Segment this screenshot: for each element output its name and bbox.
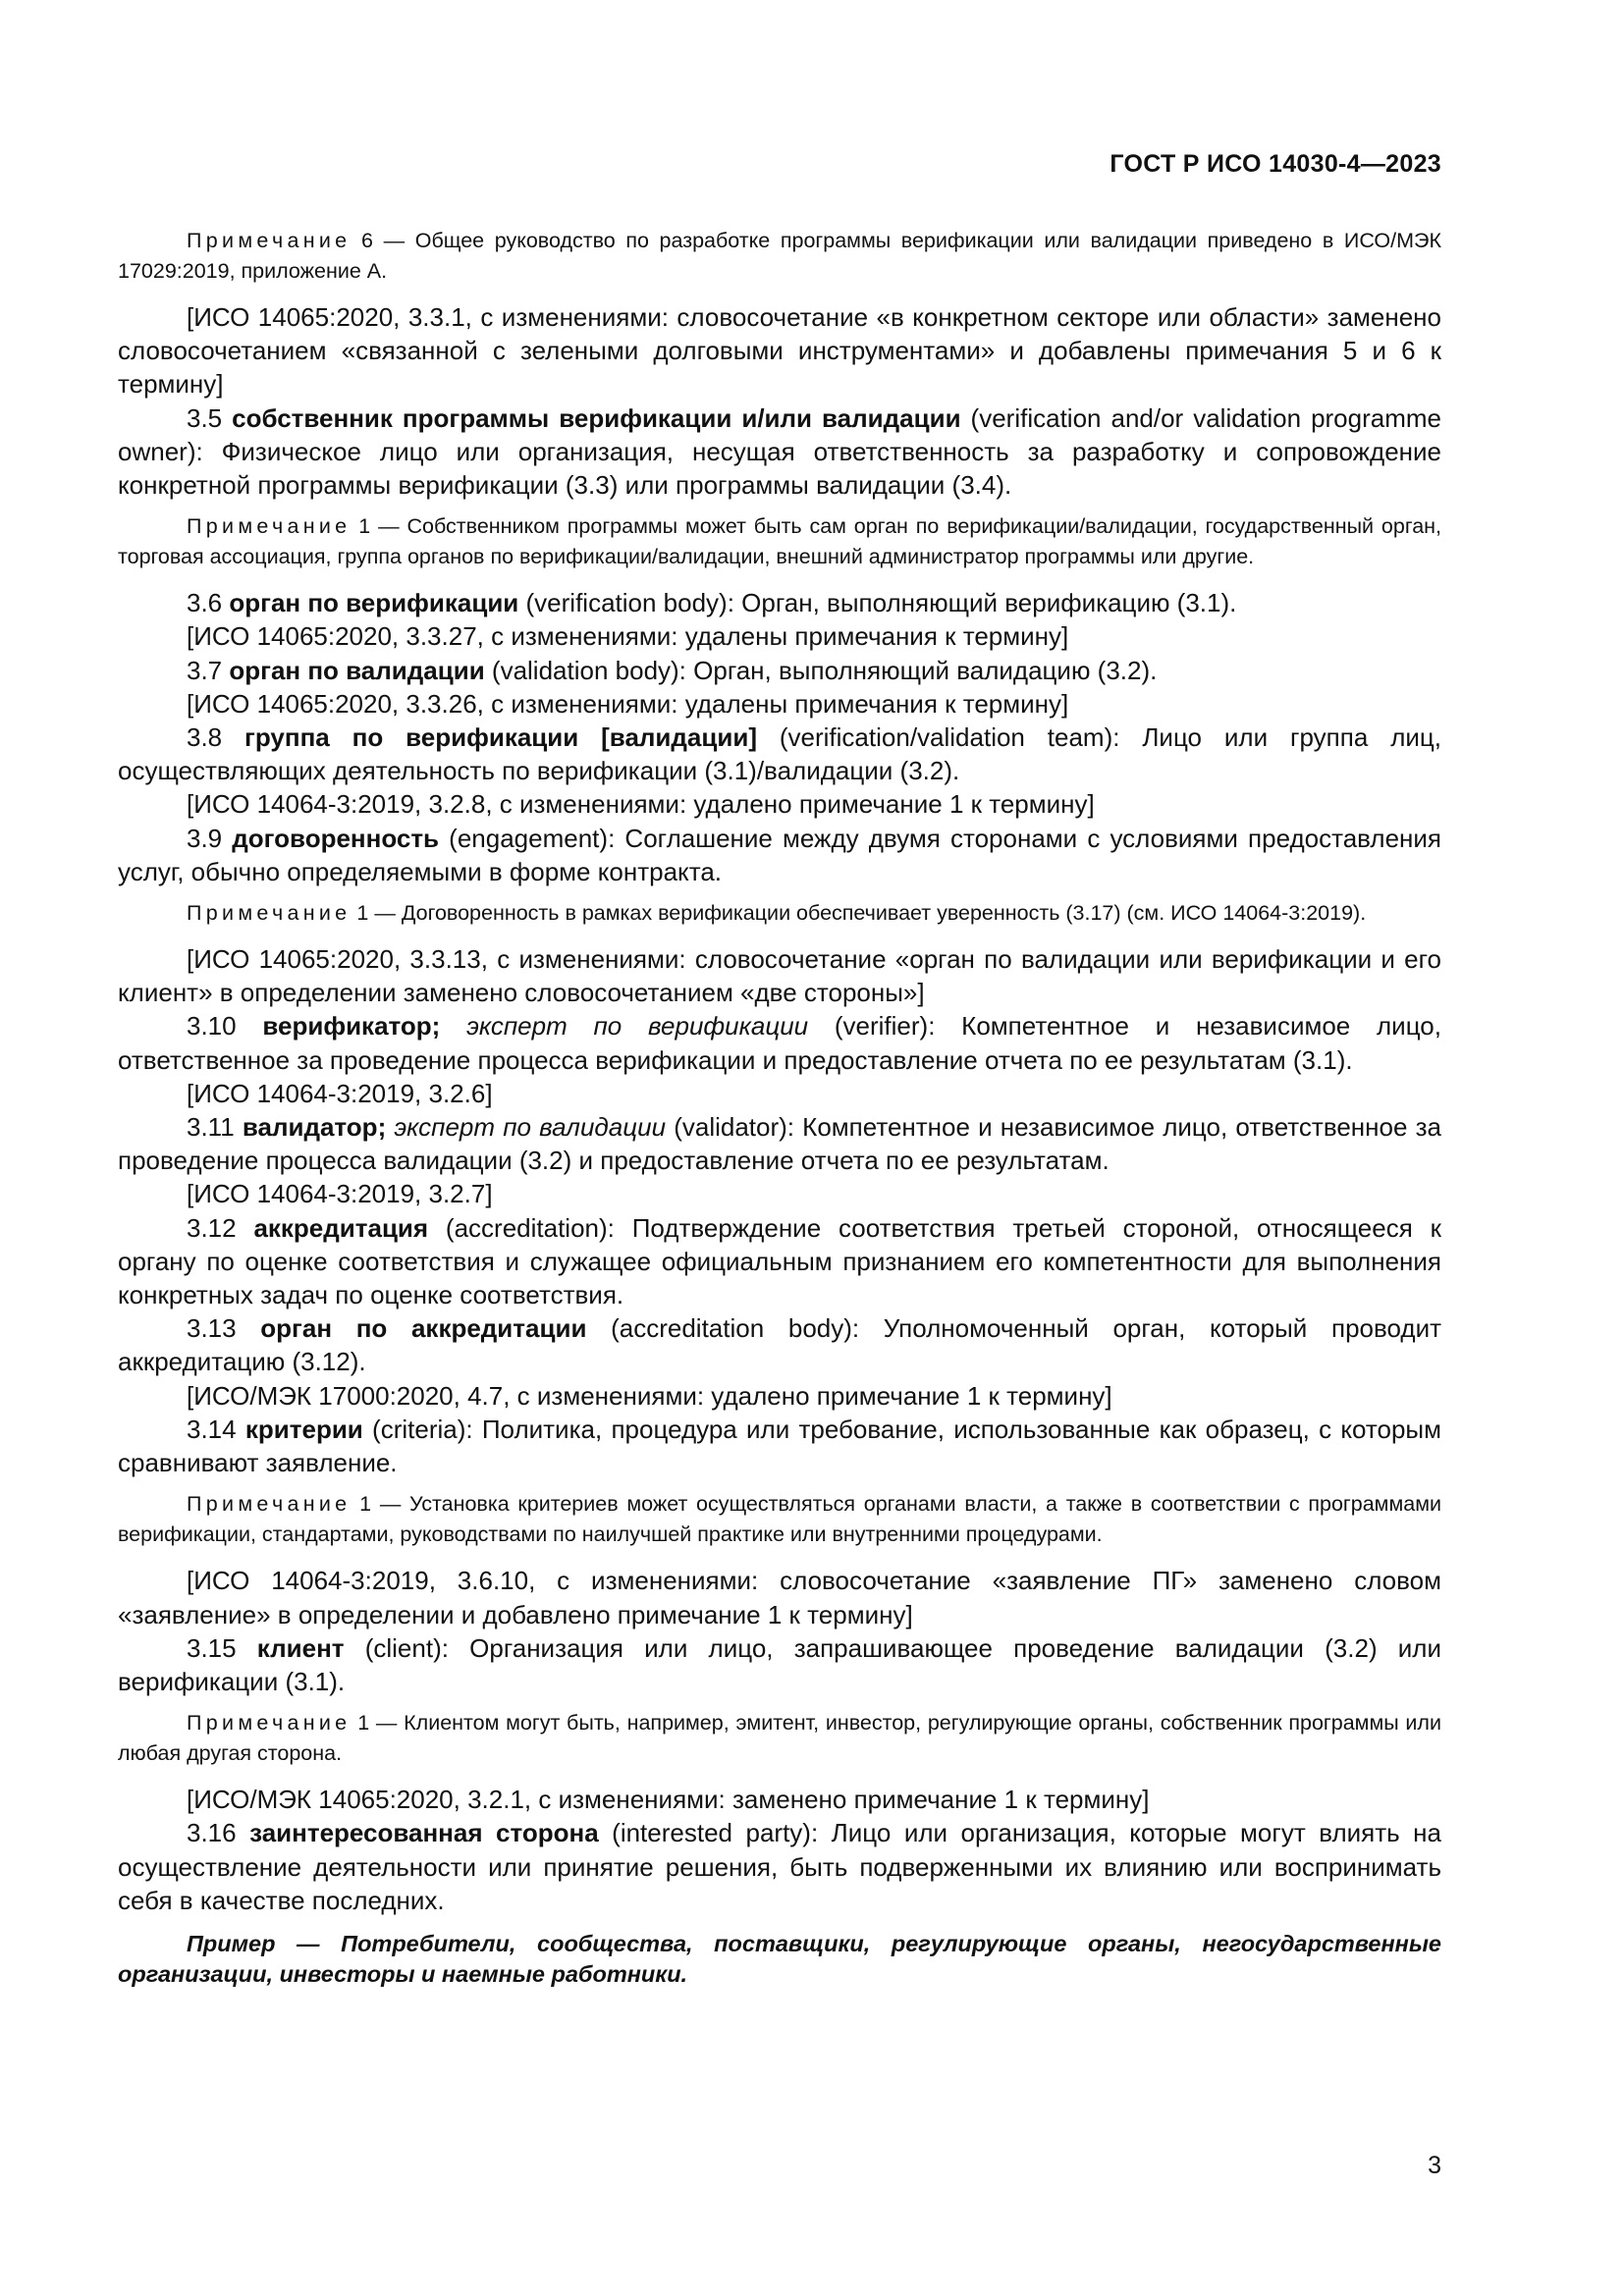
reference-3-13: [ИСО/МЭК 17000:2020, 4.7, с изменениями: удалено примечание 1 к термину] — [187, 1380, 1112, 1411]
note-3-5: Примечание 1 — Собственником программы может быть сам орган по верификации/валидации, государственный орган, торговая ассоциация, группа органов по верификации/валидации, внешний администратор программы или другие. — [118, 514, 1442, 569]
term-3-14: 3.14 критерии (criteria): Политика, процедура или требование, использованные как образец, с которым сравнивают заявление. — [118, 1414, 1441, 1478]
reference-3-10: [ИСО 14064-3:2019, 3.2.6] — [187, 1078, 493, 1108]
reference-3-15: [ИСО/МЭК 14065:2020, 3.2.1, с изменениями: заменено примечание 1 к термину] — [187, 1785, 1150, 1815]
note-3-14: Примечание 1 — Установка критериев может осуществляться органами власти, а также в соответствии с программами верификации, стандартами, руководствами по наилучшей практике или внутренними процедурами. — [118, 1492, 1441, 1547]
reference-3-11: [ИСО 14064-3:2019, 3.2.7] — [187, 1179, 493, 1209]
note-label: Примечание — [187, 901, 352, 926]
term-3-5: 3.5 собственник программы верификации и/или валидации (verification and/or validation programme owner): Физическое лицо или организация, несущая ответственность за разработку и сопровождение конкретной программы верификации (3.3) или программы валидации (3.4). — [118, 402, 1442, 501]
note-label: Примечание — [187, 1492, 352, 1517]
reference-3-9: [ИСО 14065:2020, 3.3.13, с изменениями: словосочетание «орган по валидации или верификации и его клиент» в определении заменено словосочетанием «две стороны»] — [118, 944, 1441, 1008]
term-title: орган по валидации — [229, 655, 485, 685]
term-title: клиент — [256, 1632, 345, 1663]
reference-3-6: [ИСО 14065:2020, 3.3.27, с изменениями: удалены примечания к термину] — [187, 621, 1069, 652]
note-3-15: Примечание 1 — Клиентом могут быть, например, эмитент, инвестор, регулирующие органы, собственник программы или любая другая сторона. — [118, 1711, 1441, 1766]
term-alternative: эксперт по верификации — [440, 1011, 809, 1041]
page-number: 3 — [1428, 2152, 1441, 2179]
note-3-9: Примечание 1 — Договоренность в рамках верификации обеспечивает уверенность (3.17) (см. ИСО 14064-3:2019). — [187, 901, 1367, 926]
reference-3-7: [ИСО 14065:2020, 3.3.26, с изменениями: удалены примечания к термину] — [187, 688, 1069, 719]
term-alternative: эксперт по валидации — [386, 1112, 667, 1143]
note-label: Примечание — [187, 514, 352, 539]
term-title: собственник программы верификации и/или валидации — [232, 402, 961, 433]
term-3-6: 3.6 орган по верификации (verification body): Орган, выполняющий верификацию (3.1). — [187, 588, 1237, 618]
term-3-16: 3.16 заинтересованная сторона (interested party): Лицо или организация, которые могут влиять на осуществление деятельности или принятие решения, быть подверженными их влиянию или воспринимать себя в качестве последних. — [118, 1818, 1442, 1915]
note-label: Примечание — [187, 229, 352, 252]
term-title: заинтересованная сторона — [249, 1818, 599, 1848]
term-3-12: 3.12 аккредитация (accreditation): Подтверждение соответствия третьей стороной, относящееся к органу по оценке соответствия и служащее официальным признанием его компетентности для выполнения конкретных задач по оценке соответствия. — [118, 1212, 1441, 1310]
term-title: группа по верификации [валидации] — [244, 722, 757, 753]
term-3-11: 3.11 валидатор; эксперт по валидации (validator): Компетентное и независимое лицо, ответственное за проведение процесса валидации (3.2) и предоставление отчета по ее результатам. — [118, 1112, 1441, 1176]
term-3-7: 3.7 орган по валидации (validation body): Орган, выполняющий валидацию (3.2). — [187, 655, 1158, 685]
document-code-header: ГОСТ Р ИСО 14030-4—2023 — [1110, 150, 1441, 178]
note-6: Примечание 6 — Общее руководство по разработке программы верификации или валидации приведено в ИСО/МЭК 17029:2019, приложение А. — [118, 229, 1441, 283]
term-title: договоренность — [232, 823, 440, 853]
term-title: аккредитация — [253, 1212, 429, 1243]
reference-3-8: [ИСО 14064-3:2019, 3.2.8, с изменениями: удалено примечание 1 к термину] — [187, 789, 1095, 820]
note-label: Примечание — [187, 1711, 352, 1735]
term-title: верификатор; — [262, 1011, 441, 1041]
reference-3-4: [ИСО 14065:2020, 3.3.1, с изменениями: словосочетание «в конкретном секторе или области» заменено словосочетанием «связанной с зелеными долговыми инструментами» и добавлены примечания 5 и 6 к термину] — [118, 302, 1441, 400]
document-body — [118, 226, 1441, 1990]
term-3-10: 3.10 верификатор; эксперт по верификации (verifier): Компетентное и независимое лицо, ответственное за проведение процесса верификации и предоставление отчета по ее результатам (3.1). — [118, 1011, 1441, 1075]
term-title: орган по верификации — [229, 588, 519, 618]
term-3-8: 3.8 группа по верификации [валидации] (verification/validation team): Лицо или группа лиц, осуществляющих деятельность по верификации (3.1)/валидации (3.2). — [118, 722, 1442, 786]
term-3-13: 3.13 орган по аккредитации (accreditation body): Уполномоченный орган, который проводит аккредитацию (3.12). — [118, 1313, 1442, 1377]
term-3-9: 3.9 договоренность (engagement): Соглашение между двумя сторонами с условиями предоставления услуг, обычно определяемыми в форме контракта. — [118, 823, 1441, 886]
example-3-16: Пример — Потребители, сообщества, поставщики, регулирующие органы, негосударственные организации, инвесторы и наемные работники. — [118, 1930, 1441, 1987]
term-3-15: 3.15 клиент (client): Организация или лицо, запрашивающее проведение валидации (3.2) или верификации (3.1). — [118, 1632, 1442, 1696]
reference-3-14: [ИСО 14064-3:2019, 3.6.10, с изменениями: словосочетание «заявление ПГ» заменено словом «заявление» в определении и добавлено примечание 1 к термину] — [118, 1566, 1441, 1629]
term-title: валидатор; — [242, 1112, 387, 1143]
term-title: орган по аккредитации — [260, 1313, 587, 1344]
term-title: критерии — [244, 1414, 363, 1444]
